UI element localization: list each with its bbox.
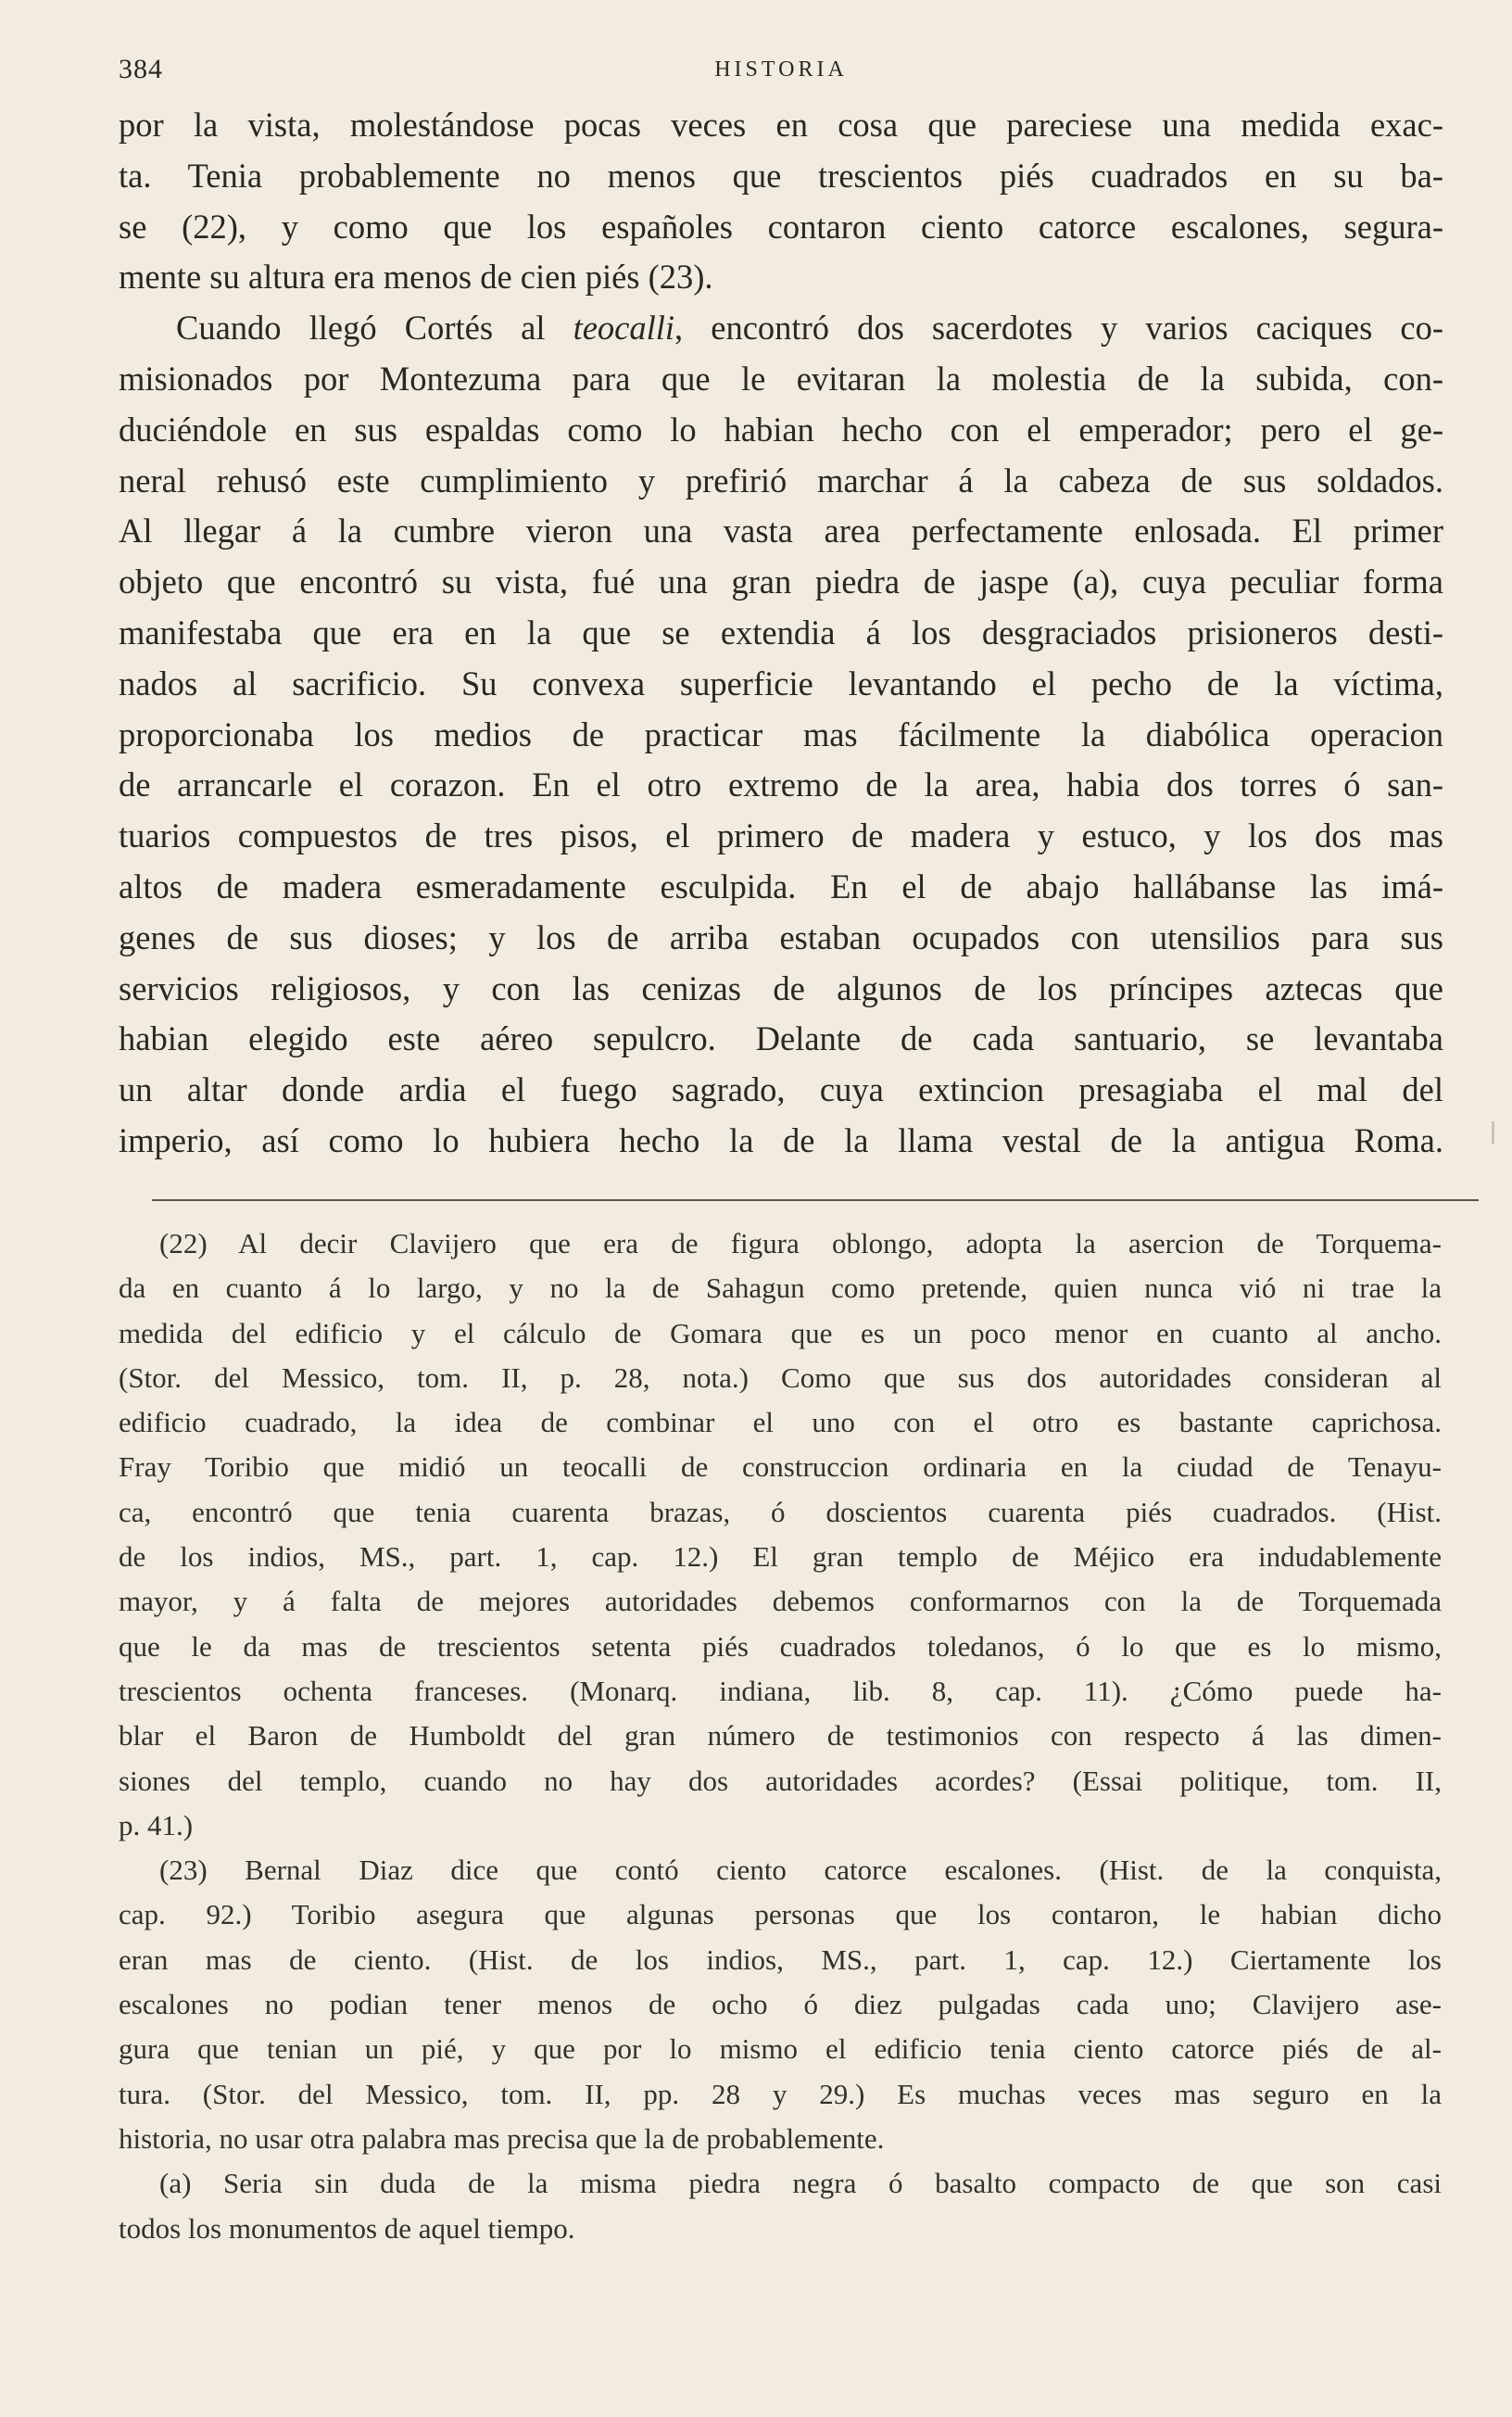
main-line: imperio, así como lo hubiera hecho la de la llama vestal de la antigua Roma. [119, 1120, 1443, 1159]
footnote-rule [152, 1199, 1479, 1201]
footnote-line: Fray Toribio que midió un teocalli de construccion ordinaria en la ciudad de Tenayu- [119, 1450, 1442, 1484]
main-line: servicios religiosos, y con las cenizas de algunos de los príncipes aztecas que [119, 968, 1443, 1007]
footnote-line: p. 41.) [119, 1808, 194, 1841]
margin-mark [1492, 1121, 1494, 1144]
main-line: mente su altura era menos de cien piés (23). [119, 258, 713, 297]
footnotes [119, 1221, 1442, 2251]
running-head: HISTORIA [714, 57, 848, 82]
main-text [119, 100, 1443, 1167]
main-line: objeto que encontró su vista, fué una gran piedra de jaspe (a), cuya peculiar forma [119, 563, 1443, 601]
main-line: ta. Tenia probablemente no menos que trescientos piés cuadrados en su ba- [119, 156, 1443, 195]
footnote-line: trescientos ochenta franceses. (Monarq. indiana, lib. 8, cap. 11). ¿Cómo puede ha- [119, 1674, 1442, 1707]
footnote-line: todos los monumentos de aquel tiempo. [119, 2211, 575, 2245]
main-line: por la vista, molestándose pocas veces en cosa que pareciese una medida exac- [119, 106, 1443, 144]
footnote-line: da en cuanto á lo largo, y no la de Sahagun como pretende, quien nunca vió ni trae la [119, 1272, 1442, 1305]
footnote-line: (23) Bernal Diaz dice que contó ciento catorce escalones. (Hist. de la conquista, [159, 1854, 1442, 1887]
footnote-line: (a) Seria sin duda de la misma piedra negra ó basalto compacto de que son casi [159, 2167, 1442, 2200]
page-header [119, 54, 1443, 95]
footnote-line: mayor, y á falta de mejores autoridades debemos conformarnos con la de Torquemada [119, 1585, 1442, 1618]
main-line: habian elegido este aéreo sepulcro. Delante de cada santuario, se levantaba [119, 1019, 1443, 1058]
footnote-line: de los indios, MS., part. 1, cap. 12.) El gran templo de Méjico era indudablemente [119, 1540, 1442, 1574]
main-line: misionados por Montezuma para que le evitaran la molestia de la subida, con- [119, 359, 1443, 398]
footnote-line: edificio cuadrado, la idea de combinar el uno con el otro es bastante caprichosa. [119, 1406, 1442, 1439]
footnote-line: historia, no usar otra palabra mas precisa que la de probablemente. [119, 2121, 885, 2155]
footnote-line: que le da mas de trescientos setenta piés cuadrados toledanos, ó lo que es lo mismo, [119, 1629, 1442, 1663]
footnote-line: tura. (Stor. del Messico, tom. II, pp. 28 y 29.) Es muchas veces mas seguro en la [119, 2077, 1442, 2110]
main-line: de arrancarle el corazon. En el otro extremo de la area, habia dos torres ó san- [119, 766, 1443, 804]
main-line: genes de sus dioses; y los de arriba estaban ocupados con utensilios para sus [119, 917, 1443, 956]
footnote-line: ca, encontró que tenia cuarenta brazas, ó doscientos cuarenta piés cuadrados. (Hist. [119, 1495, 1442, 1528]
footnote-line: cap. 92.) Toribio asegura que algunas personas que los contaron, le habian dicho [119, 1898, 1442, 1931]
main-line: altos de madera esmeradamente esculpida. En el de abajo hallábanse las imá- [119, 867, 1443, 905]
italic-term: teocalli [573, 309, 675, 348]
main-line: Al llegar á la cumbre vieron una vasta area perfectamente enlosada. El primer [119, 512, 1443, 550]
main-line: manifestaba que era en la que se extendia á los desgraciados prisioneros desti- [119, 613, 1443, 652]
main-line: un altar donde ardia el fuego sagrado, cuya extincion presagiaba el mal del [119, 1070, 1443, 1109]
footnote-line: siones del templo, cuando no hay dos autoridades acordes? (Essai politique, tom. II, [119, 1764, 1442, 1797]
footnote-line: medida del edificio y el cálculo de Gomara que es un poco menor en cuanto al ancho. [119, 1316, 1442, 1349]
main-line: Cuando llegó Cortés al teocalli, encontró dos sacerdotes y varios caciques co- [176, 309, 1443, 348]
footnote-line: blar el Baron de Humboldt del gran número de testimonios con respecto á las dimen- [119, 1719, 1442, 1753]
main-line: neral rehusó este cumplimiento y prefirió marchar á la cabeza de sus soldados. [119, 461, 1443, 500]
main-line: se (22), y como que los españoles contaron ciento catorce escalones, segura- [119, 207, 1443, 246]
footnote-line: (Stor. del Messico, tom. II, p. 28, nota.) Como que sus dos autoridades consideran al [119, 1360, 1442, 1394]
footnote-line: escalones no podian tener menos de ocho ó diez pulgadas cada uno; Clavijero ase- [119, 1988, 1442, 2021]
main-line: duciéndole en sus espaldas como lo habian hecho con el emperador; pero el ge- [119, 410, 1443, 449]
main-line: tuarios compuestos de tres pisos, el primero de madera y estuco, y los dos mas [119, 816, 1443, 855]
page-number: 384 [119, 54, 163, 84]
footnote-line: (22) Al decir Clavijero que era de figura oblongo, adopta la asercion de Torquema- [159, 1227, 1442, 1259]
footnote-line: eran mas de ciento. (Hist. de los indios, MS., part. 1, cap. 12.) Ciertamente los [119, 1942, 1442, 1976]
main-line: nados al sacrificio. Su convexa superficie levantando el pecho de la víctima, [119, 664, 1443, 702]
main-line: proporcionaba los medios de practicar mas fácilmente la diabólica operacion [119, 715, 1443, 753]
footnote-line: gura que tenian un pié, y que por lo mismo el edificio tenia ciento catorce piés de al- [119, 2032, 1442, 2066]
